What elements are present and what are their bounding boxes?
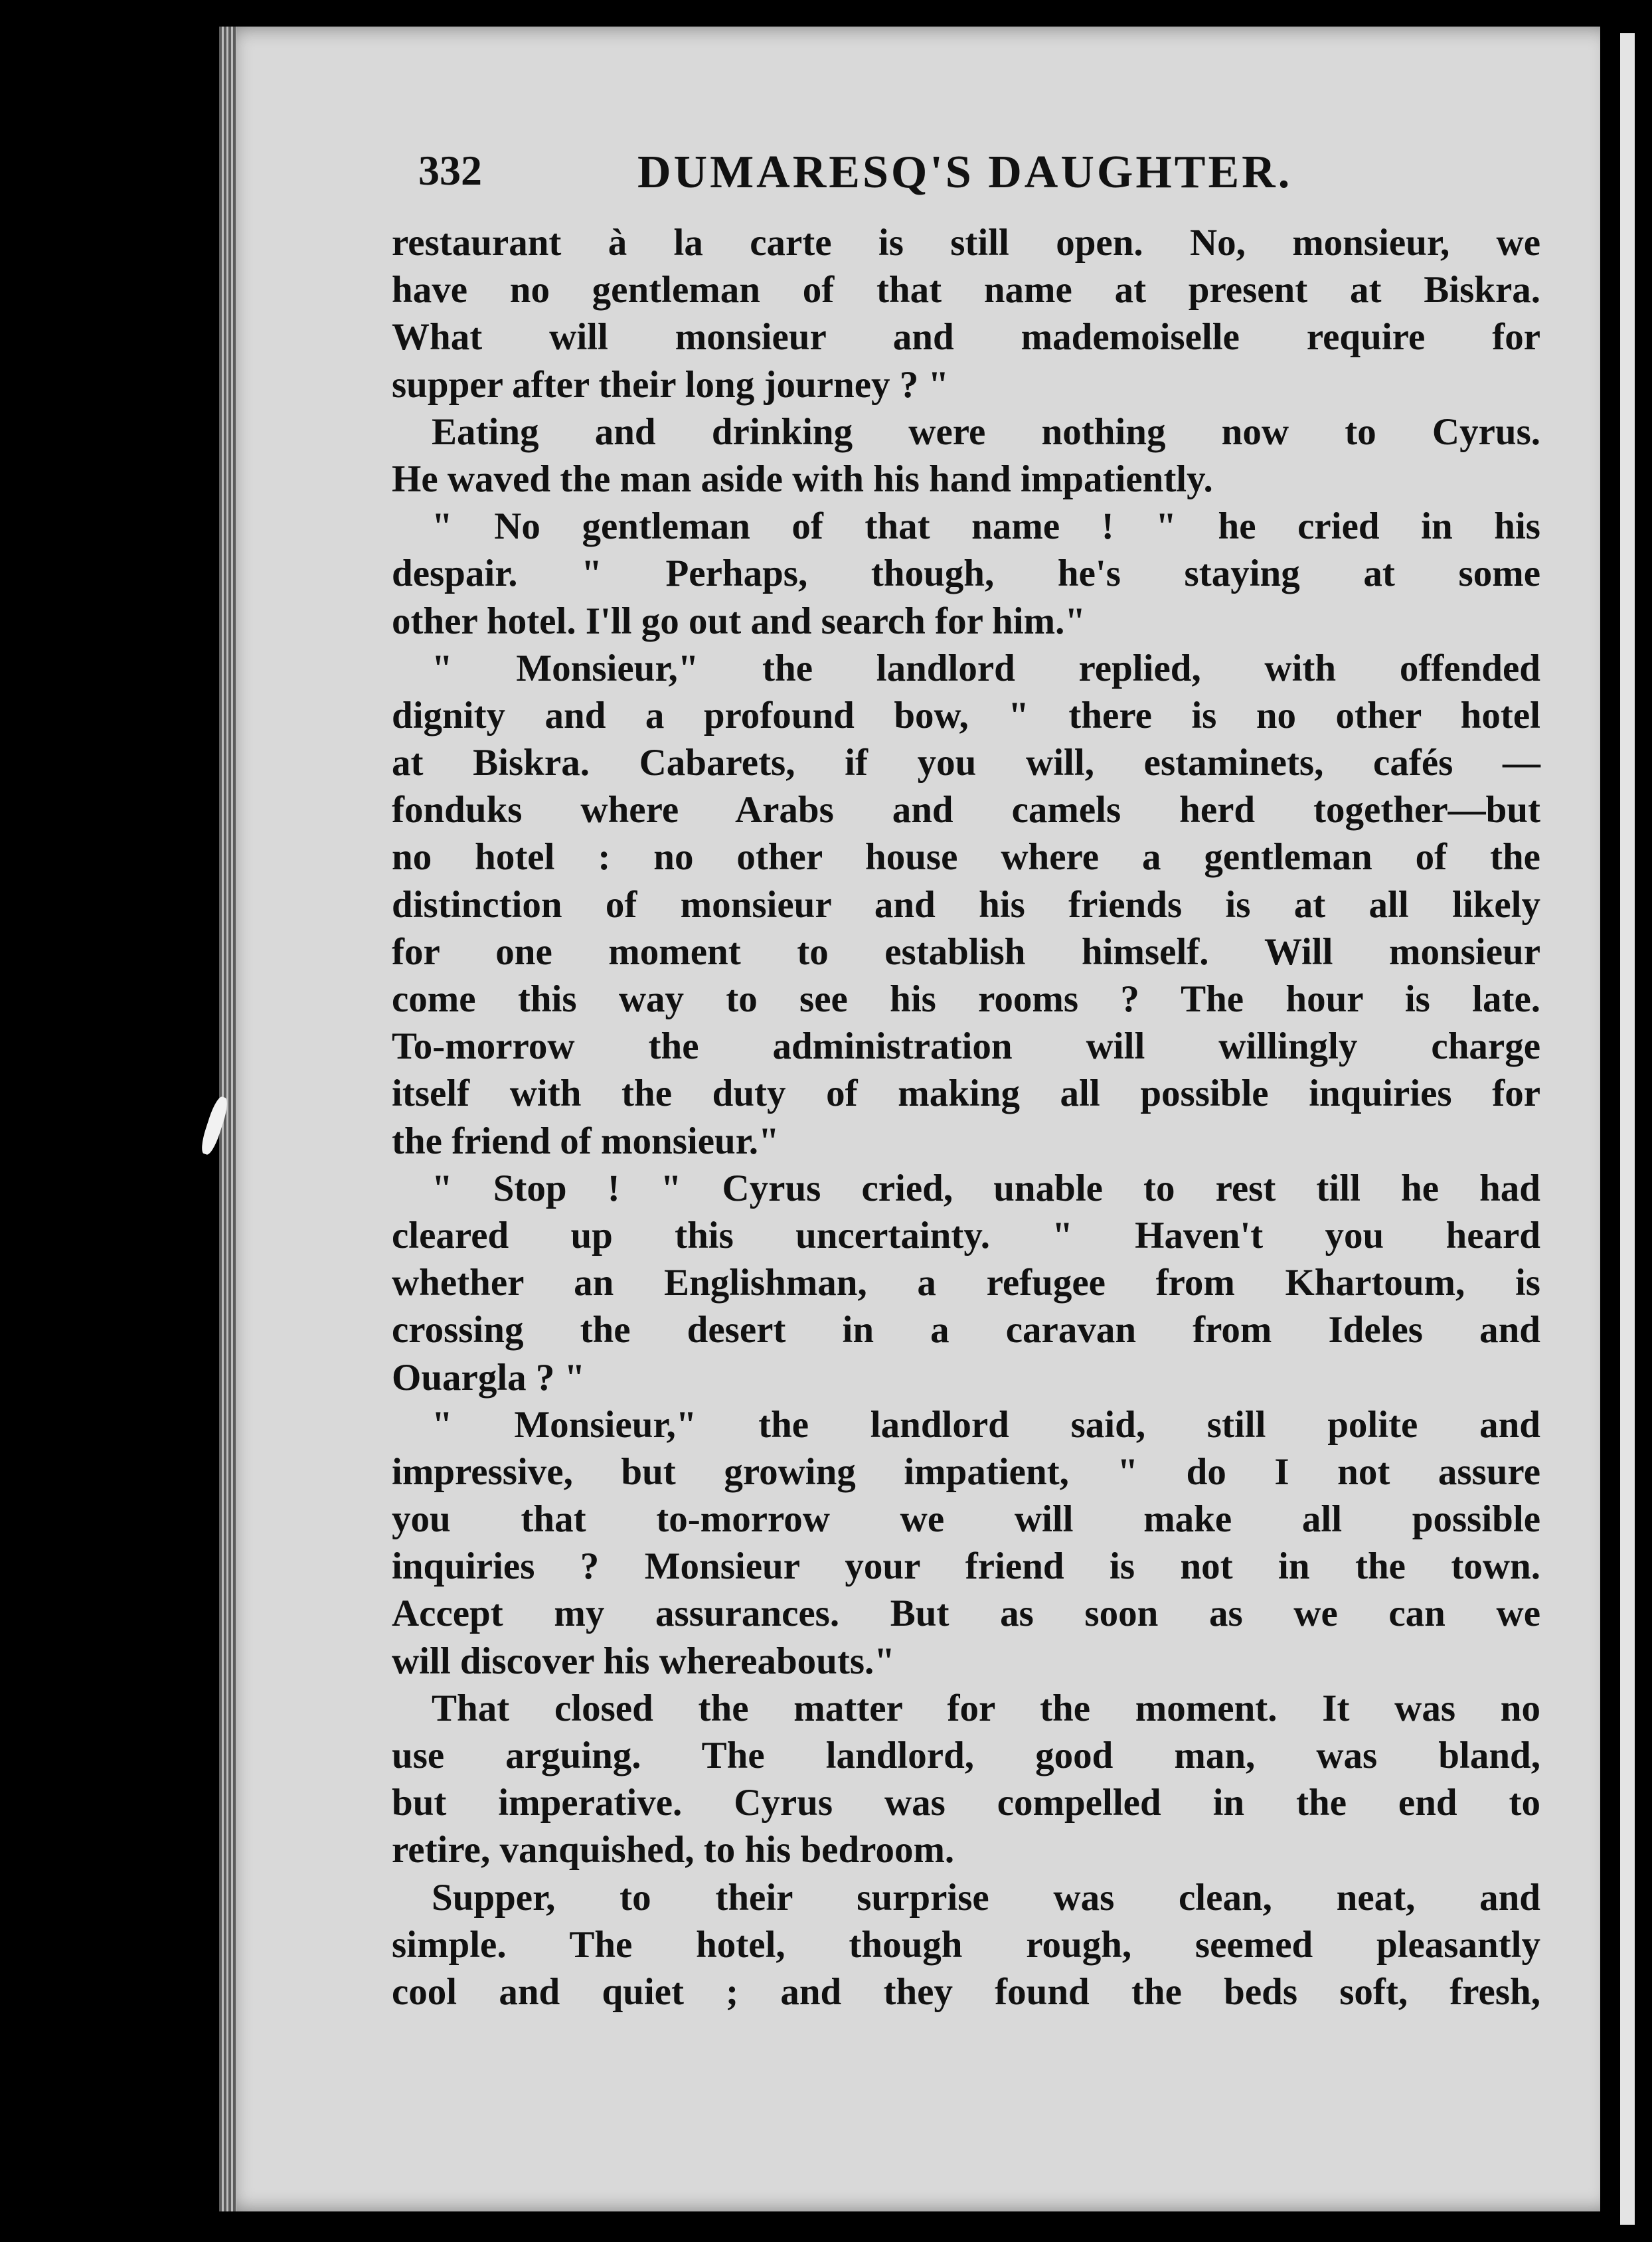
text-line: crossing the desert in a caravan from Ideles and bbox=[392, 1309, 1540, 1351]
text-line: itself with the duty of making all possible inquiries for bbox=[392, 1073, 1540, 1115]
text-line: " Stop ! " Cyrus cried, unable to rest till he had bbox=[432, 1167, 1540, 1209]
text-line: whether an Englishman, a refugee from Khartoum, is bbox=[392, 1262, 1540, 1304]
text-line: but imperative. Cyrus was compelled in the end to bbox=[392, 1782, 1540, 1824]
text-line: you that to-morrow we will make all possible bbox=[392, 1498, 1540, 1541]
text-line: Accept my assurances. But as soon as we can we bbox=[392, 1593, 1540, 1635]
body-text bbox=[392, 219, 1540, 2016]
book-spine-shadow bbox=[0, 0, 219, 2242]
text-line: come this way to see his rooms ? The hour is late. bbox=[392, 978, 1540, 1020]
running-header bbox=[418, 139, 1321, 213]
text-line: impressive, but growing impatient, " do I not assure bbox=[392, 1450, 1540, 1493]
text-line: use arguing. The landlord, good man, was bland, bbox=[392, 1735, 1540, 1776]
text-line: other hotel. I'll go out and search for him." bbox=[392, 600, 1086, 642]
text-line: To-morrow the administration will willingly charge bbox=[392, 1025, 1540, 1068]
text-line: will discover his whereabouts." bbox=[392, 1640, 895, 1682]
text-line: " No gentleman of that name ! " he cried in his bbox=[432, 505, 1540, 548]
text-line: What will monsieur and mademoiselle require for bbox=[392, 316, 1540, 359]
text-line: at Biskra. Cabarets, if you will, estaminets, cafés — bbox=[392, 742, 1540, 784]
text-line: simple. The hotel, though rough, seemed pleasantly bbox=[392, 1923, 1540, 1966]
text-line: Supper, to their surprise was clean, neat, and bbox=[432, 1876, 1540, 1919]
text-line: cool and quiet ; and they found the beds soft, fresh, bbox=[392, 1970, 1540, 2013]
text-line: That closed the matter for the moment. It was no bbox=[432, 1687, 1540, 1729]
text-line: for one moment to establish himself. Will monsieur bbox=[392, 930, 1540, 973]
text-line: " Monsieur," the landlord said, still polite and bbox=[432, 1403, 1540, 1446]
text-line: no hotel : no other house where a gentleman of the bbox=[392, 836, 1540, 879]
text-line: Ouargla ? " bbox=[392, 1356, 586, 1399]
text-line: have no gentleman of that name at present at Biskra. bbox=[392, 269, 1540, 311]
text-line: dignity and a profound bow, " there is no other hotel bbox=[392, 694, 1540, 736]
text-line: " Monsieur," the landlord replied, with offended bbox=[432, 647, 1540, 689]
text-line: restaurant à la carte is still open. No, monsieur, we bbox=[392, 222, 1540, 264]
page-number: 332 bbox=[418, 147, 482, 194]
text-line: retire, vanquished, to his bedroom. bbox=[392, 1829, 955, 1871]
text-line: He waved the man aside with his hand impatiently. bbox=[392, 458, 1213, 500]
running-title: DUMARESQ'S DAUGHTER. bbox=[637, 147, 1293, 198]
next-page-edge bbox=[1620, 33, 1635, 2225]
text-line: supper after their long journey ? " bbox=[392, 363, 950, 406]
text-line: despair. " Perhaps, though, he's staying at some bbox=[392, 553, 1540, 595]
text-line: fonduks where Arabs and camels herd together—but bbox=[392, 789, 1540, 831]
text-line: distinction of monsieur and his friends is at all likely bbox=[392, 883, 1540, 926]
text-line: cleared up this uncertainty. " Haven't you heard bbox=[392, 1214, 1540, 1256]
text-line: inquiries ? Monsieur your friend is not in the town. bbox=[392, 1545, 1540, 1588]
text-line: the friend of monsieur." bbox=[392, 1120, 780, 1162]
text-line: Eating and drinking were nothing now to Cyrus. bbox=[432, 410, 1540, 453]
